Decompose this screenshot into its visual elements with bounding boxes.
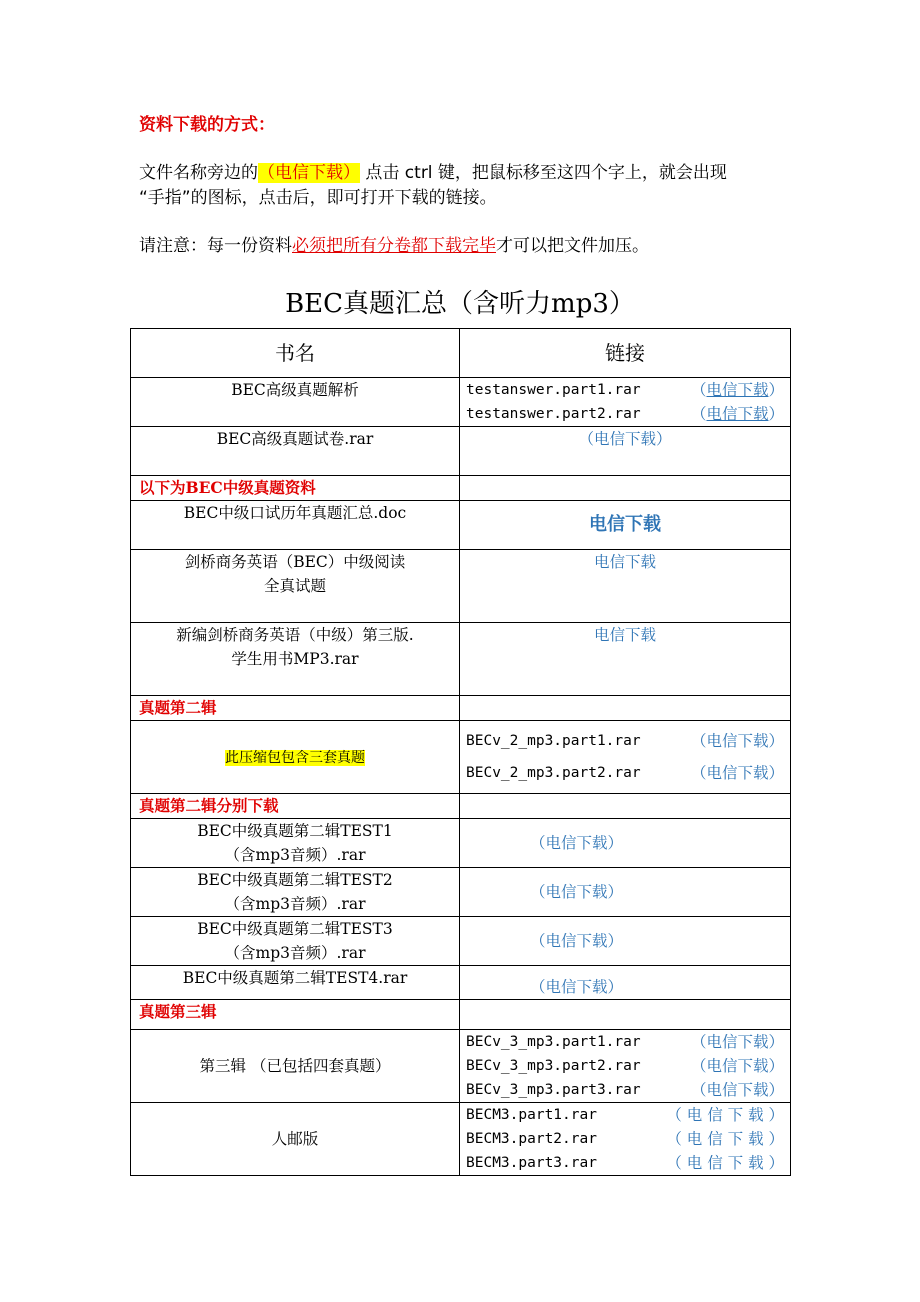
empty-cell [460,696,791,721]
download-link[interactable]: （ 电 信 下 载 ） [666,1106,784,1124]
file-name: testanswer.part2.rar [466,406,641,422]
download-link[interactable]: （电信下载） [690,405,784,423]
intro-heading: 资料下载的方式： [139,115,275,135]
book-name: 新编剑桥商务英语（中级）第三版. 学生用书MP3.rar [131,623,460,696]
download-link[interactable]: （电信下载） [690,1057,784,1075]
empty-cell [460,476,791,501]
download-link[interactable]: （电信下载） [530,932,624,950]
book-name: 第三辑 （已包括四套真题） [131,1030,460,1103]
link-cell [460,550,791,623]
book-name: BEC中级真题第二辑TEST3 （含mp3音频）.rar [131,917,460,966]
section-row [131,794,791,819]
note-pre: 请注意：每一份资料 [139,236,292,256]
link-cell [460,966,791,1000]
empty-cell [460,794,791,819]
table-row [131,721,791,794]
table-row [131,623,791,696]
link-cell [460,917,791,966]
page-title: BEC真题汇总（含听力mp3） [285,289,635,319]
section-row [131,696,791,721]
section-row [131,1000,791,1030]
table-row [131,868,791,917]
table-row [131,501,791,550]
table-row [131,1103,791,1176]
link-cell [460,868,791,917]
intro-note [139,234,799,259]
table-row [131,550,791,623]
file-name: BECv_3_mp3.part2.rar [466,1058,641,1074]
link-cell [460,623,791,696]
link-cell [460,378,791,427]
note-emphasis: 必须把所有分卷都下载完毕 [292,236,496,256]
link-cell [460,819,791,868]
empty-cell [460,1000,791,1030]
link-cell [460,721,791,794]
section-label: 真题第二辑分别下载 [131,794,460,819]
download-link[interactable]: （电信下载） [530,883,624,901]
intro-line1-pre: 文件名称旁边的 [139,163,258,183]
note-post: 才可以把文件加压。 [496,236,649,256]
download-link[interactable]: （ 电 信 下 载 ） [666,1154,784,1172]
book-name: 剑桥商务英语（BEC）中级阅读 全真试题 [131,550,460,623]
book-name: BEC高级真题试卷.rar [131,427,460,476]
intro-highlight: （电信下载） [258,163,360,183]
book-name: 人邮版 [131,1103,460,1176]
download-link[interactable]: （电信下载） [530,834,624,852]
table-row [131,966,791,1000]
section-row [131,476,791,501]
download-table [130,328,791,1176]
col-header-link: 链接 [460,329,791,378]
intro-line1-post: 点击 ctrl 键，把鼠标移至这四个字上，就会出现 [360,163,727,183]
download-link[interactable]: （电信下载） [690,732,784,750]
link-cell [460,501,791,550]
download-link[interactable]: 电信下载 [589,514,661,535]
file-name: BECv_3_mp3.part1.rar [466,1034,641,1050]
book-name: BEC高级真题解析 [131,378,460,427]
download-link[interactable]: （电信下载） [530,978,624,996]
download-link[interactable]: （电信下载） [690,1033,784,1051]
col-header-name: 书名 [131,329,460,378]
book-name: 此压缩包包含三套真题 [131,721,460,794]
book-name: BEC中级真题第二辑TEST2 （含mp3音频）.rar [131,868,460,917]
file-name: BECv_2_mp3.part1.rar [466,733,641,749]
table-row [131,917,791,966]
intro-instructions [139,161,799,211]
table-row [131,378,791,427]
download-link[interactable]: （ 电 信 下 载 ） [666,1130,784,1148]
table-row [131,819,791,868]
link-cell [460,1103,791,1176]
link-cell [460,427,791,476]
download-link[interactable]: （电信下载） [690,381,784,399]
download-link[interactable]: （电信下载） [690,1081,784,1099]
book-name: BEC中级口试历年真题汇总.doc [131,501,460,550]
table-row [131,427,791,476]
file-name: BECv_3_mp3.part3.rar [466,1082,641,1098]
book-name: BEC中级真题第二辑TEST1 （含mp3音频）.rar [131,819,460,868]
book-name: BEC中级真题第二辑TEST4.rar [131,966,460,1000]
file-name: BECv_2_mp3.part2.rar [466,765,641,781]
download-link[interactable]: （电信下载） [690,764,784,782]
section-label: 以下为BEC中级真题资料 [131,476,460,501]
file-name: testanswer.part1.rar [466,382,641,398]
file-name: BECM3.part2.rar [466,1131,597,1147]
download-link[interactable]: 电信下载 [593,626,656,644]
table-row [131,1030,791,1103]
download-link[interactable]: 电信下载 [593,553,656,571]
link-cell [460,1030,791,1103]
header-row [131,329,791,378]
file-name: BECM3.part3.rar [466,1155,597,1171]
section-label: 真题第二辑 [131,696,460,721]
intro-line2: “手指”的图标，点击后，即可打开下载的链接。 [139,188,497,208]
file-name: BECM3.part1.rar [466,1107,597,1123]
download-link[interactable]: （电信下载） [578,430,672,448]
section-label: 真题第三辑 [131,1000,460,1030]
